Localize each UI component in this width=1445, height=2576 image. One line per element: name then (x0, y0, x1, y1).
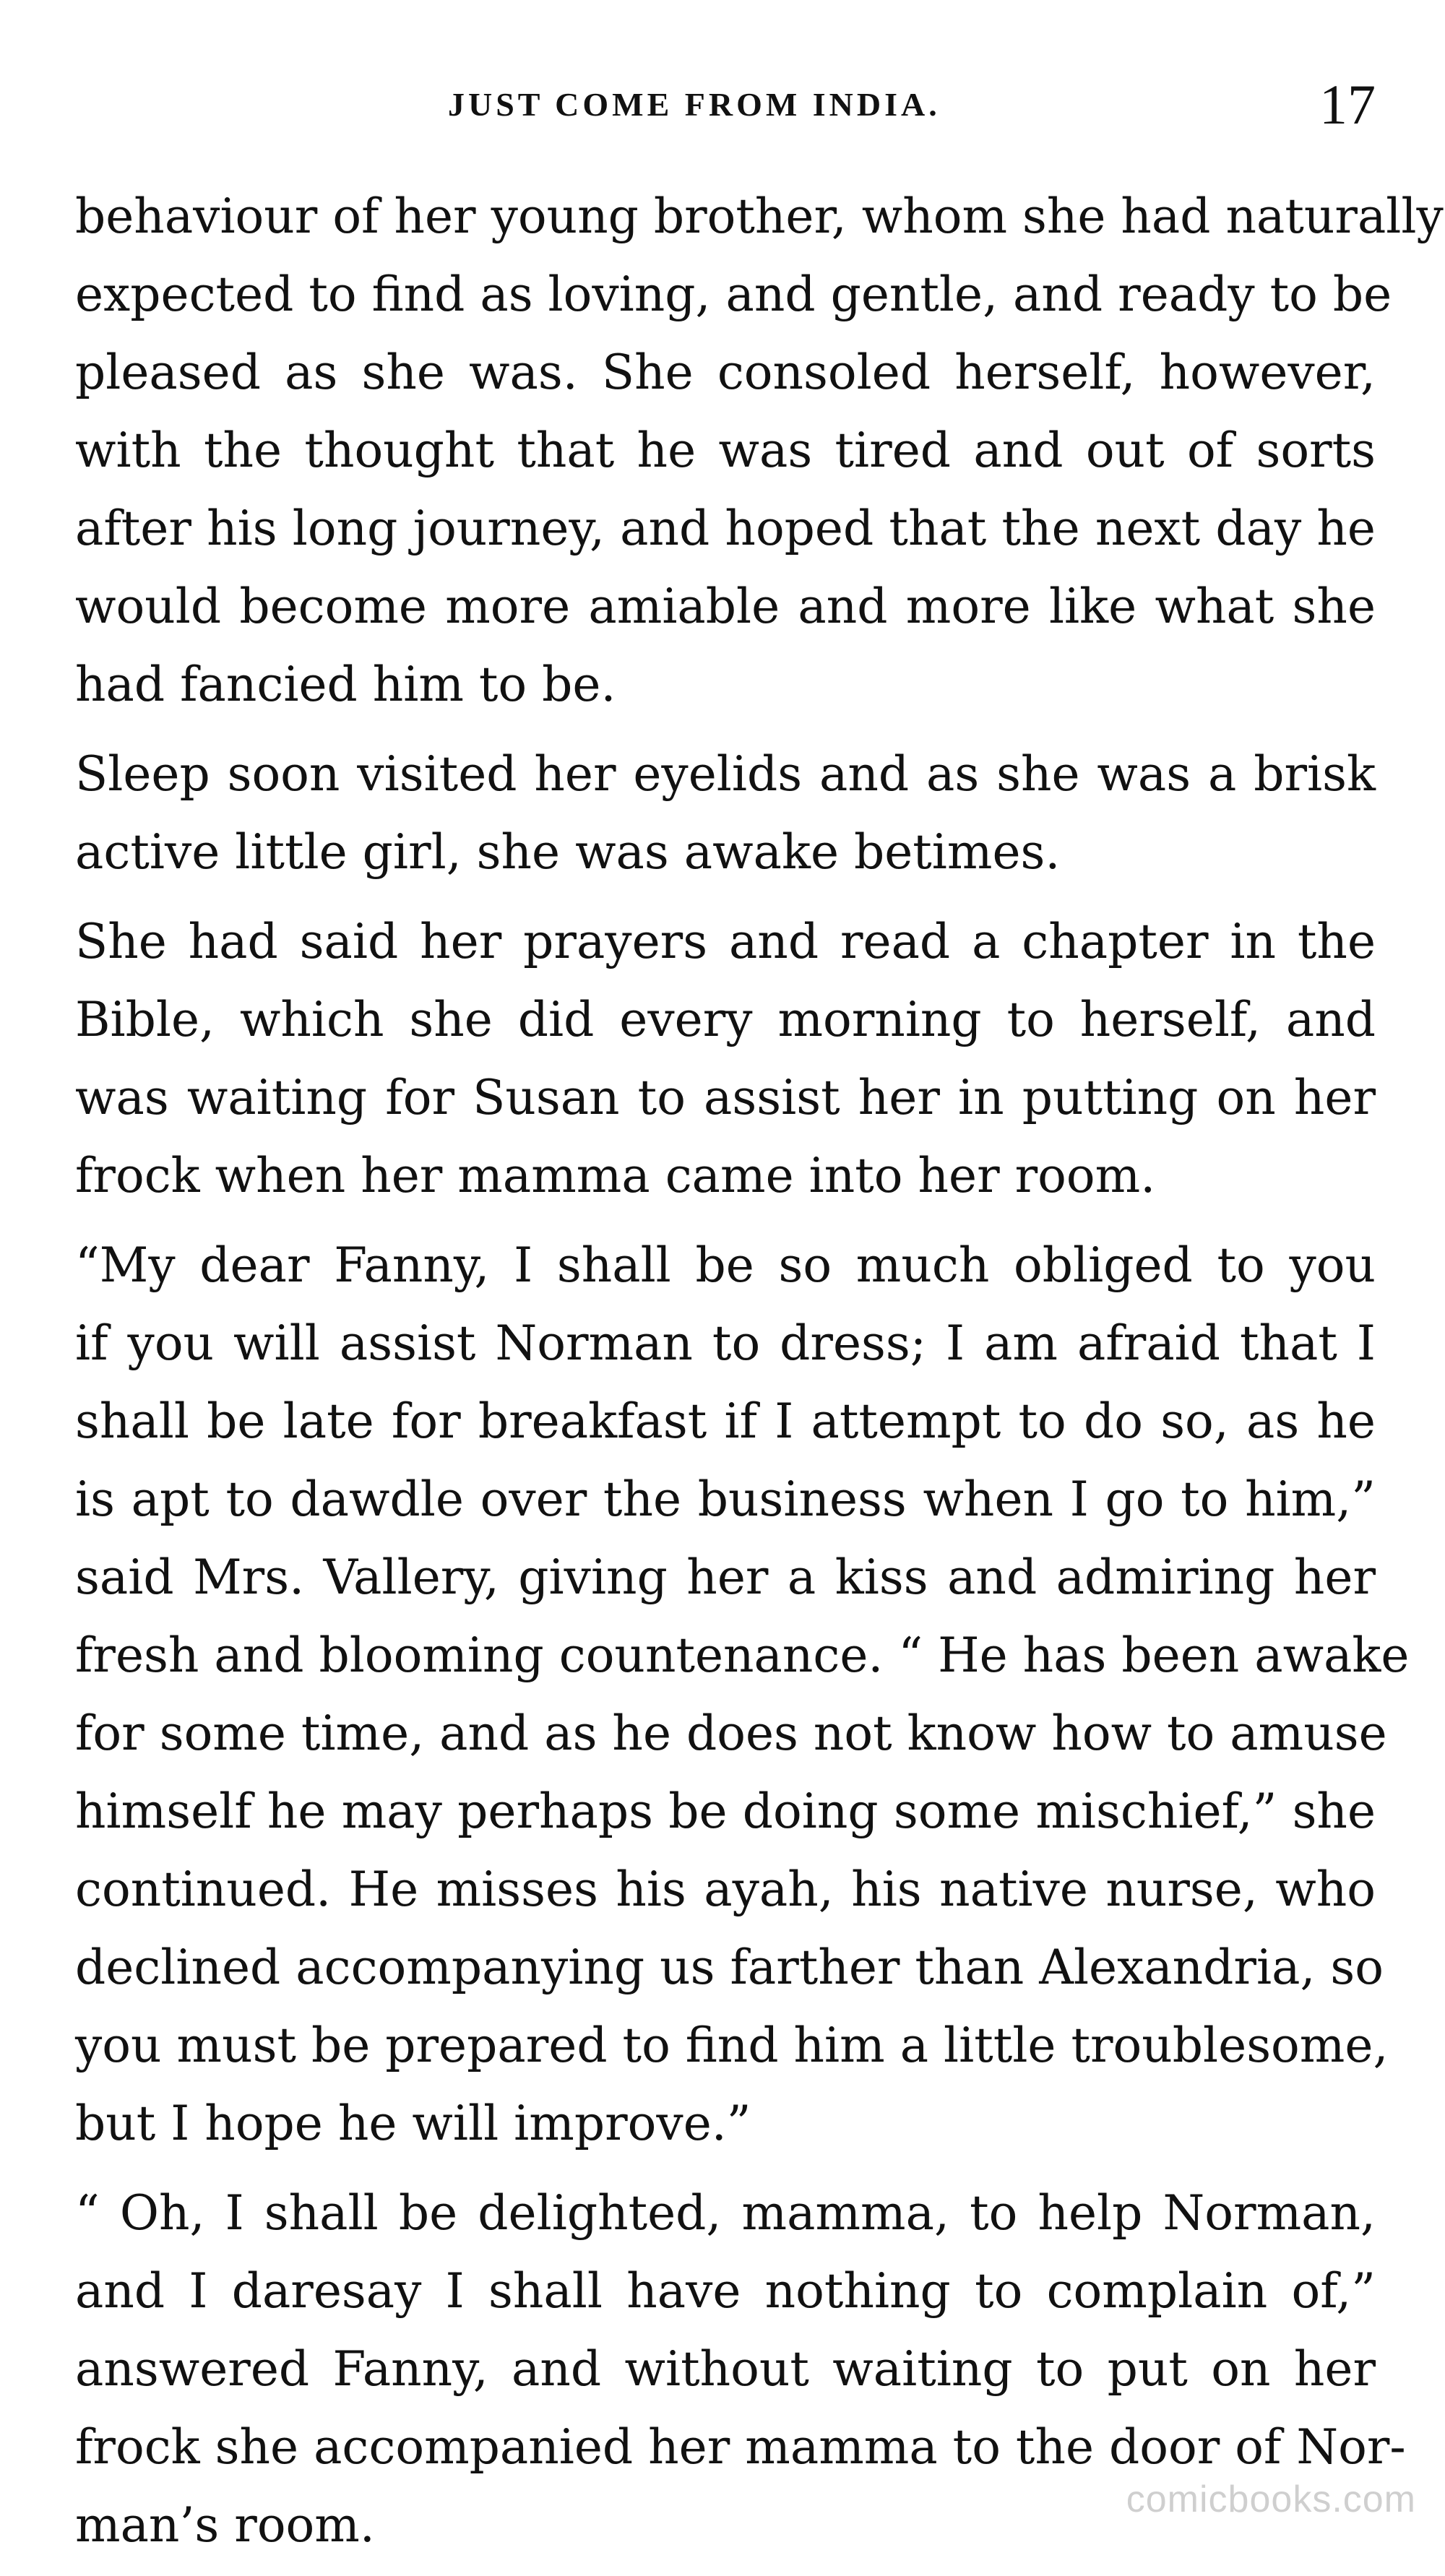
text-line: with the thought that he was tired and out of sorts (75, 423, 1376, 478)
text-line: pleased as she was. She consoled herself, however, (75, 345, 1376, 400)
text-line: and I daresay I shall have nothing to complain of,” (75, 2263, 1376, 2319)
text-line: after his long journey, and hoped that the next day he (75, 501, 1376, 556)
body-text (75, 178, 1444, 2576)
text-line: said Mrs. Vallery, giving her a kiss and admiring her (75, 1550, 1376, 1605)
text-line: frock when her mamma came into her room. (75, 1148, 1156, 1203)
paragraph (75, 735, 1376, 891)
text-line: frock she accompanied her mamma to the door of Nor- (75, 2419, 1406, 2475)
text-line: declined accompanying us farther than Alexandria, so (75, 1940, 1384, 1995)
watermark: comicbooks.com (1126, 2478, 1416, 2520)
text-line: would become more amiable and more like what she (75, 579, 1376, 634)
text-line: man’s room. (75, 2497, 375, 2553)
text-line: behaviour of her young brother, whom she had naturally (75, 189, 1444, 244)
text-line: “My dear Fanny, I shall be so much obliged to you (75, 1237, 1376, 1293)
text-line: himself he may perhaps be doing some mischief,” she (75, 1784, 1376, 1839)
text-line: you must be prepared to find him a little troublesome, (75, 2018, 1389, 2073)
text-line: “ Oh, I shall be delighted, mamma, to help Norman, (75, 2185, 1376, 2241)
text-line: had fancied him to be. (75, 657, 616, 712)
text-line: expected to find as loving, and gentle, and ready to be (75, 267, 1392, 322)
text-line: Sleep soon visited her eyelids and as she was a brisk (75, 746, 1376, 802)
text-line: is apt to dawdle over the business when I go to him,” (75, 1471, 1376, 1527)
text-line: answered Fanny, and without waiting to put on her (75, 2341, 1376, 2397)
paragraph (75, 903, 1376, 1215)
text-line: was waiting for Susan to assist her in putting on her (75, 1070, 1376, 1125)
text-line: but I hope he will improve.” (75, 2096, 751, 2151)
page-number: 17 (1319, 73, 1376, 136)
text-line: She had said her prayers and read a chapter in the (75, 914, 1376, 969)
text-line: Bible, which she did every morning to herself, and (75, 992, 1376, 1047)
text-line: active little girl, she was awake betimes. (75, 824, 1061, 880)
text-line: continued. He misses his ayah, his native nurse, who (75, 1862, 1376, 1917)
text-line: shall be late for breakfast if I attempt to do so, as he (75, 1393, 1376, 1449)
running-title: JUST COME FROM INDIA. (448, 86, 941, 123)
paragraph (75, 1227, 1410, 2163)
text-line: fresh and blooming countenance. “ He has been awake (75, 1628, 1410, 1683)
paragraph (75, 178, 1444, 724)
text-line: for some time, and as he does not know how to amuse (75, 1706, 1387, 1761)
text-line: if you will assist Norman to dress; I am afraid that I (75, 1315, 1376, 1371)
running-head (0, 72, 1445, 136)
